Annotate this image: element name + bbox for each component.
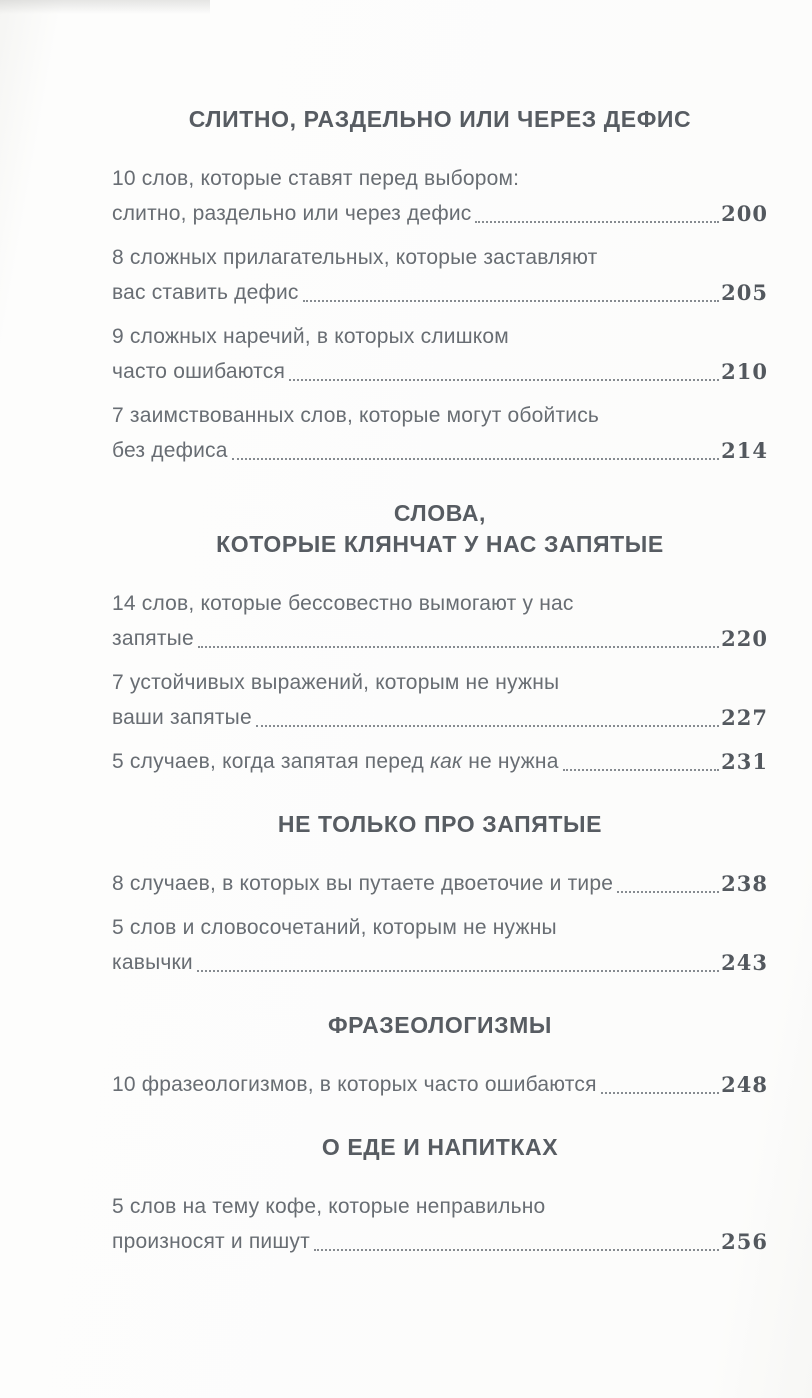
entry-last-line [112, 945, 768, 980]
dot-leader [256, 725, 719, 727]
entry-line [112, 161, 768, 196]
dot-leader [197, 970, 719, 972]
toc-section [112, 1010, 768, 1102]
entry-text: без дефиса [112, 439, 228, 462]
section-title-line: НЕ ТОЛЬКО ПРО ЗАПЯТЫЕ [277, 811, 603, 837]
entry-text: 8 сложных прилагательных, которые заставляют [112, 246, 598, 269]
dot-leader [232, 458, 720, 460]
entry-line [112, 586, 768, 621]
entry-last-line [112, 866, 768, 901]
entry-last-line [112, 196, 768, 231]
entry-text: 10 слов, которые ставят перед выбором: [112, 167, 520, 190]
dot-leader [314, 1249, 719, 1251]
page-number: 243 [721, 950, 768, 975]
dot-leader [617, 891, 719, 893]
entry-text: 9 сложных наречий, в которых слишком [112, 325, 509, 348]
dot-leader [563, 769, 720, 771]
entry-text: ваши запятые [112, 706, 252, 729]
entry-text: 14 слов, которые бессовестно вымогают у нас [112, 592, 574, 615]
entry-last-line [112, 744, 768, 779]
section-title [112, 498, 768, 560]
section-title-line: КОТОРЫЕ КЛЯНЧАТ У НАС ЗАПЯТЫЕ [216, 531, 664, 557]
dot-leader [601, 1092, 720, 1094]
toc-entry [112, 1067, 768, 1102]
section-title [112, 1010, 768, 1041]
page-number: 214 [721, 438, 768, 463]
scan-corner-shadow [0, 0, 210, 14]
toc-entry [112, 319, 768, 389]
entry-text: 5 слов и словосочетаний, которым не нужны [112, 916, 557, 939]
entry-text: 7 устойчивых выражений, которым не нужны [112, 671, 560, 694]
page-number: 210 [721, 359, 768, 384]
page-number: 256 [721, 1229, 768, 1254]
section-title-line: СЛИТНО, РАЗДЕЛЬНО ИЛИ ЧЕРЕЗ ДЕФИС [188, 106, 692, 132]
entry-text: 8 случаев, в которых вы путаете двоеточие и тире [112, 872, 614, 895]
page-number: 227 [721, 705, 768, 730]
entry-line [112, 665, 768, 700]
entry-line [112, 1189, 768, 1224]
toc-entry [112, 586, 768, 656]
toc-section [112, 104, 768, 468]
entry-text: часто ошибаются [112, 360, 286, 383]
entry-line [112, 240, 768, 275]
entry-text: вас ставить дефис [112, 281, 299, 304]
entry-text: 5 случаев, когда запятая перед как не нужна [112, 750, 559, 773]
page-number: 205 [721, 280, 768, 305]
toc-section [112, 1132, 768, 1259]
section-title-line: СЛОВА, [393, 500, 487, 526]
entry-line [112, 319, 768, 354]
dot-leader [198, 646, 719, 648]
page-number: 238 [721, 871, 768, 896]
toc-entry [112, 866, 768, 901]
dot-leader [289, 379, 719, 381]
toc-section [112, 498, 768, 779]
section-title-line: ФРАЗЕОЛОГИЗМЫ [327, 1012, 553, 1038]
toc-entry [112, 665, 768, 735]
entry-text: 7 заимствованных слов, которые могут обойтись [112, 404, 600, 427]
entry-line [112, 398, 768, 433]
entry-text: запятые [112, 627, 194, 650]
section-title [112, 104, 768, 135]
page-number: 231 [721, 749, 768, 774]
page-number: 248 [721, 1072, 768, 1097]
toc-entry [112, 398, 768, 468]
entry-last-line [112, 1224, 768, 1259]
entry-italic-word: как [430, 750, 463, 773]
toc-entry [112, 1189, 768, 1259]
entry-last-line [112, 354, 768, 389]
toc-entry [112, 161, 768, 231]
entry-text: 5 слов на тему кофе, которые неправильно [112, 1195, 546, 1218]
entry-last-line [112, 700, 768, 735]
entry-last-line [112, 621, 768, 656]
toc-entry [112, 240, 768, 310]
toc-entry [112, 910, 768, 980]
entry-last-line [112, 433, 768, 468]
section-title [112, 809, 768, 840]
toc-entry [112, 744, 768, 779]
dot-leader [475, 221, 719, 223]
entry-text: слитно, раздельно или через дефис [112, 202, 472, 225]
entry-last-line [112, 275, 768, 310]
section-title [112, 1132, 768, 1163]
entry-text: произносят и пишут [112, 1230, 310, 1253]
entry-last-line [112, 1067, 768, 1102]
entry-line [112, 910, 768, 945]
toc [112, 104, 768, 1259]
entry-text: кавычки [112, 951, 193, 974]
dot-leader [303, 300, 720, 302]
section-title-line: О ЕДЕ И НАПИТКАХ [321, 1134, 559, 1160]
page-number: 220 [721, 626, 768, 651]
toc-section [112, 809, 768, 980]
page-number: 200 [721, 201, 768, 226]
entry-text: 10 фразеологизмов, в которых часто ошибаются [112, 1073, 597, 1096]
